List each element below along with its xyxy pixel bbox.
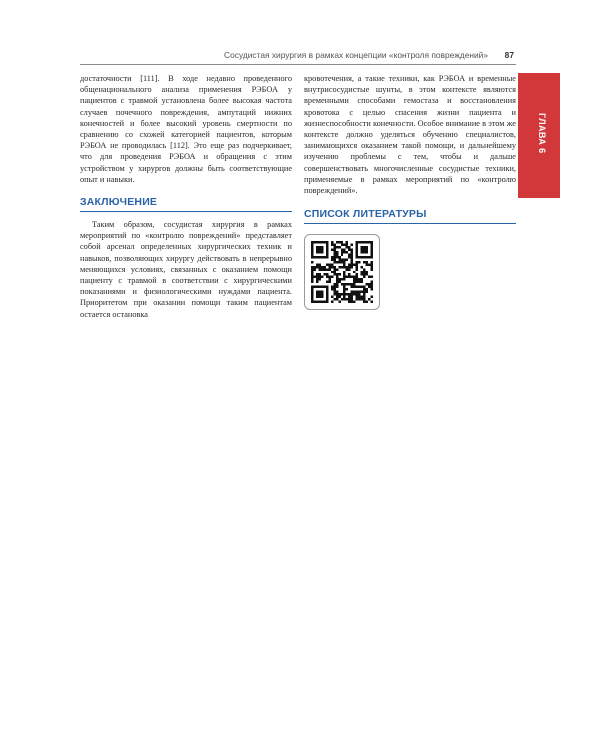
chapter-tab-label: ГЛАВА 6 [537, 113, 547, 154]
qr-code-icon[interactable] [304, 234, 380, 310]
qr-code-graphic [311, 241, 373, 303]
running-header-title: Сосудистая хирургия в рамках концепции «контроля повреждений» [224, 50, 488, 60]
page-number: 87 [504, 50, 514, 60]
right-column [304, 73, 516, 310]
chapter-tab [518, 73, 560, 198]
conclusion-heading: ЗАКЛЮЧЕНИЕ [80, 196, 292, 212]
intro-paragraph: достаточности [111]. В ходе недавно проведенного общенационального анализа применения РЭБОА у пациентов с травмой установлена более высокая частота случаев почечного повреждения, ампутаций нижних конечностей и более высокий уровень смертности по сравнению со схожей категорией пациентов, которым РЭБОА не проводилась [112]. Это еще раз подчеркивает, что для проведения РЭБОА и обращения с этим устройством у хирургов должны быть соответствующие опыт и навыки. [80, 74, 292, 184]
continuation-paragraph: кровотечения, а такие техники, как РЭБОА и временные внутрисосудистые шунты, в этом контексте являются временными способами гемостаза и восстановления кровотока с целью спасения жизни пациента и жизнеспособности конечности. Особое внимание в этом же контексте должно уделяться обучению специалистов, занимающихся оказанием такой помощи, и дальнейшему изучению проблемы с тем, чтобы и дальше совершенствовать многочисленные сосудистые техники, применяемые в рамках мероприятий по «контролю повреждений». [304, 74, 516, 196]
left-column [80, 73, 292, 320]
conclusion-paragraph: Таким образом, сосудистая хирургия в рамках мероприятий по «контролю повреждений» представляет собой арсенал определенных хирургических техник и навыков, позволяющих хирургу действовать в непрерывно меняющихся условиях, связанных с оказанием помощи пациенту с травмой в соответствии с хирургическими показаниями и физиологическими нуждами пациента. Приоритетом при оказании помощи таким пациентам остается остановка [80, 220, 292, 319]
running-header [80, 47, 514, 63]
header-divider [80, 64, 516, 65]
references-heading: СПИСОК ЛИТЕРАТУРЫ [304, 208, 516, 224]
